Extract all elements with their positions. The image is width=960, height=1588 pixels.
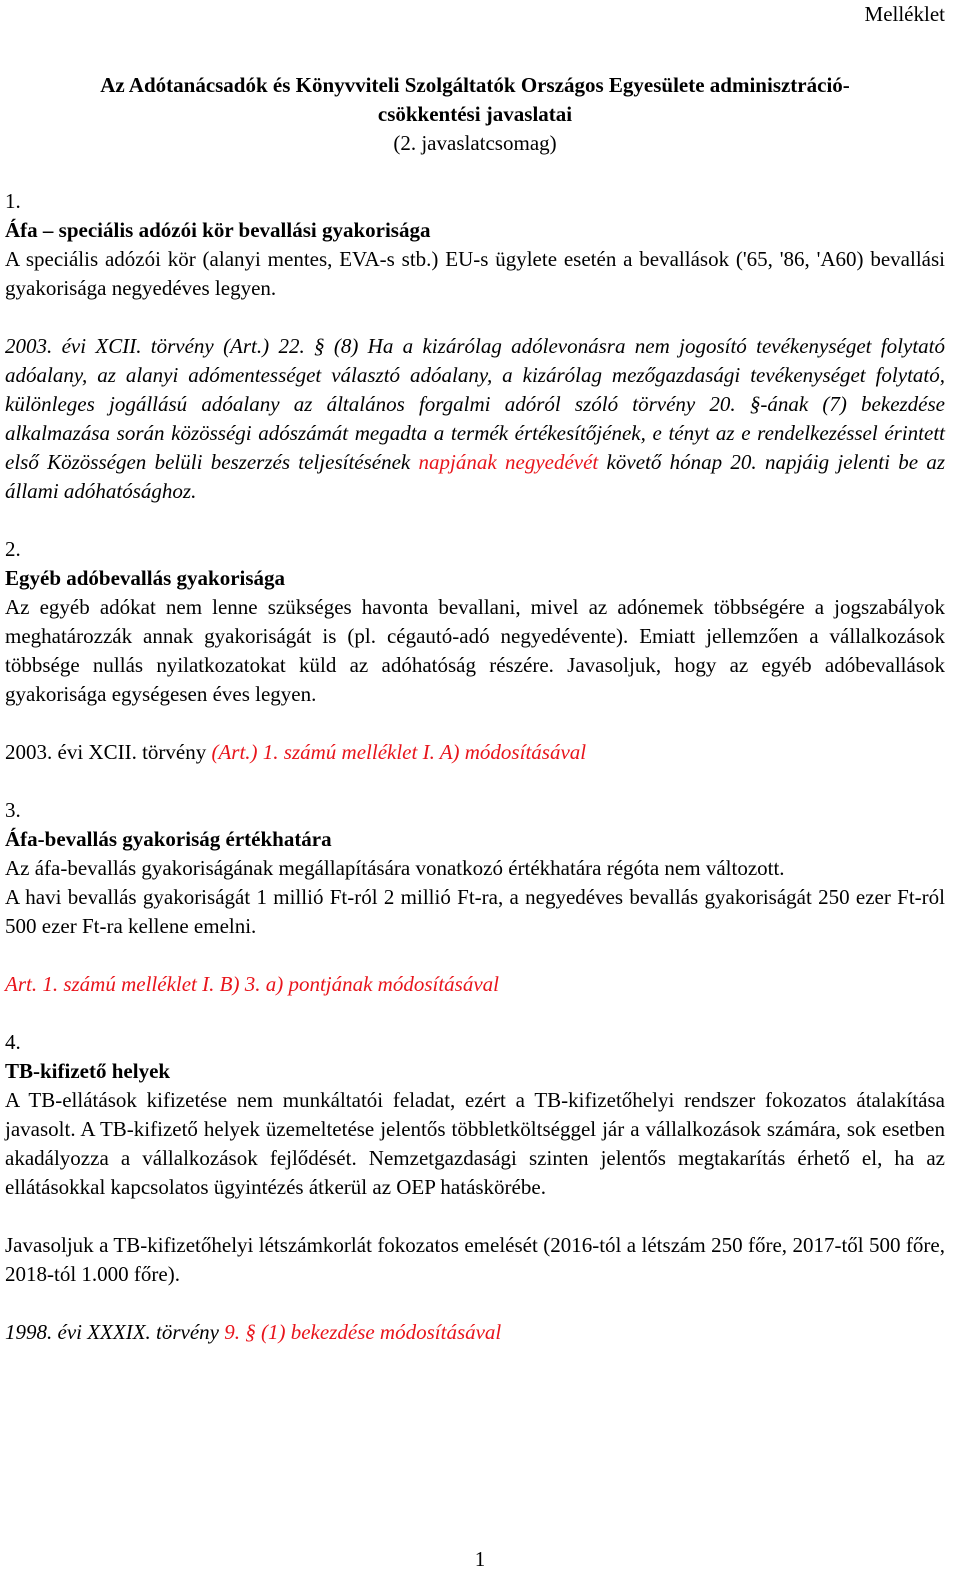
legal-reference-amendment: (Art.) 1. számú melléklet I. A) módosításával xyxy=(211,740,587,764)
section-number: 2. xyxy=(5,537,21,561)
section-number: 4. xyxy=(5,1030,21,1054)
section-2 xyxy=(5,535,945,767)
section-text: Az áfa-bevallás gyakoriságának megállapítására vonatkozó értékhatára régóta nem változott. xyxy=(5,856,785,880)
title-line-1: Az Adótanácsadók és Könyvviteli Szolgáltatók Országos Egyesülete adminisztráció- xyxy=(100,73,850,97)
section-number: 1. xyxy=(5,189,21,213)
section-text: Az egyéb adókat nem lenne szükséges havonta bevallani, mivel az adónemek többségére a jogszabályok meghatározzák annak gyakoriságát is (pl. cégautó-adó negyedévente). Emiatt jellemzően a vállalkozások többsége nullás nyilatkozatokat küld az adóhatóság részére. Javasoljuk, hogy az egyéb adóbevallások gyakorisága egységesen éves legyen. xyxy=(5,595,945,706)
legal-quote-part-2: követő hónap 20. napjáig jelenti be az állami adóhatósághoz. xyxy=(5,450,945,503)
title-line-2: csökkentési javaslatai xyxy=(377,102,573,126)
section-heading: Áfa – speciális adózói kör bevallási gyakorisága xyxy=(5,218,431,242)
legal-reference-law: 2003. évi XCII. törvény xyxy=(5,740,212,764)
section-heading: Áfa-bevallás gyakoriság értékhatára xyxy=(5,827,332,851)
document-page xyxy=(5,0,945,1347)
section-4 xyxy=(5,1028,945,1347)
section-1 xyxy=(5,187,945,506)
title-line-3: (2. javaslatcsomag) xyxy=(393,131,557,155)
section-text-2: Javasoljuk a TB-kifizetőhelyi létszámkorlát fokozatos emelését (2016-tól a létszám 250 főre, 2017-től 500 főre, 2018-tól 1.000 főre). xyxy=(5,1233,945,1286)
section-text: A TB-ellátások kifizetése nem munkáltatói feladat, ezért a TB-kifizetőhelyi rendszer fokozatos átalakítása javasolt. A TB-kifizető helyek üzemeltetése jelentős többletköltséggel jár a vállalkozások számára, sok esetben akadályozza a vállalkozások fejlődését. Nemzetgazdasági szinten jelentős megtakarítás érhető el, ha az ellátásokkal kapcsolatos ügyintézés átkerül az OEP hatáskörébe. xyxy=(5,1088,945,1199)
legal-quote xyxy=(5,332,945,506)
section-text-2: A havi bevallás gyakoriságát 1 millió Ft-ról 2 millió Ft-ra, a negyedéves bevallás gyakoriságát 250 ezer Ft-ról 500 ezer Ft-ra kellene emelni. xyxy=(5,885,945,938)
document-title xyxy=(5,71,945,158)
legal-reference-amendment: Art. 1. számú melléklet I. B) 3. a) pontjának módosításával xyxy=(5,972,500,996)
legal-reference-amendment: 9. § (1) bekezdése módosításával xyxy=(224,1320,502,1344)
section-3 xyxy=(5,796,945,999)
section-heading: Egyéb adóbevallás gyakorisága xyxy=(5,566,286,590)
page-number: 1 xyxy=(474,1547,486,1571)
legal-quote-part-1: 2003. évi XCII. törvény (Art.) 22. § (8) Ha a kizárólag adólevonásra nem jogosító tevékenységet folytató adóalany, az alanyi adómentességet választó adóalany, a kizárólag mezőgazdasági tevékenységet folytató, különleges jogállású adóalany az általános forgalmi adóról szóló törvény 20. §-ának (7) bekezdése alkalmazása során közösségi adószámát megadta a termék értékesítőjének, e tényt az e rendelkezéssel érintett első Közösségen belüli beszerzés teljesítésének xyxy=(5,334,945,474)
legal-reference-law: 1998. évi XXXIX. törvény xyxy=(5,1320,225,1344)
legal-reference xyxy=(5,738,945,767)
section-text: A speciális adózói kör (alanyi mentes, EVA-s stb.) EU-s ügylete esetén a bevallások ('65, '86, 'A60) bevallási gyakorisága negyedéves legyen. xyxy=(5,247,945,300)
section-heading: TB-kifizető helyek xyxy=(5,1059,171,1083)
annex-label: Melléklet xyxy=(864,2,945,26)
section-number: 3. xyxy=(5,798,21,822)
legal-quote-highlight: napjának negyedévét xyxy=(418,450,599,474)
legal-reference xyxy=(5,1318,945,1347)
